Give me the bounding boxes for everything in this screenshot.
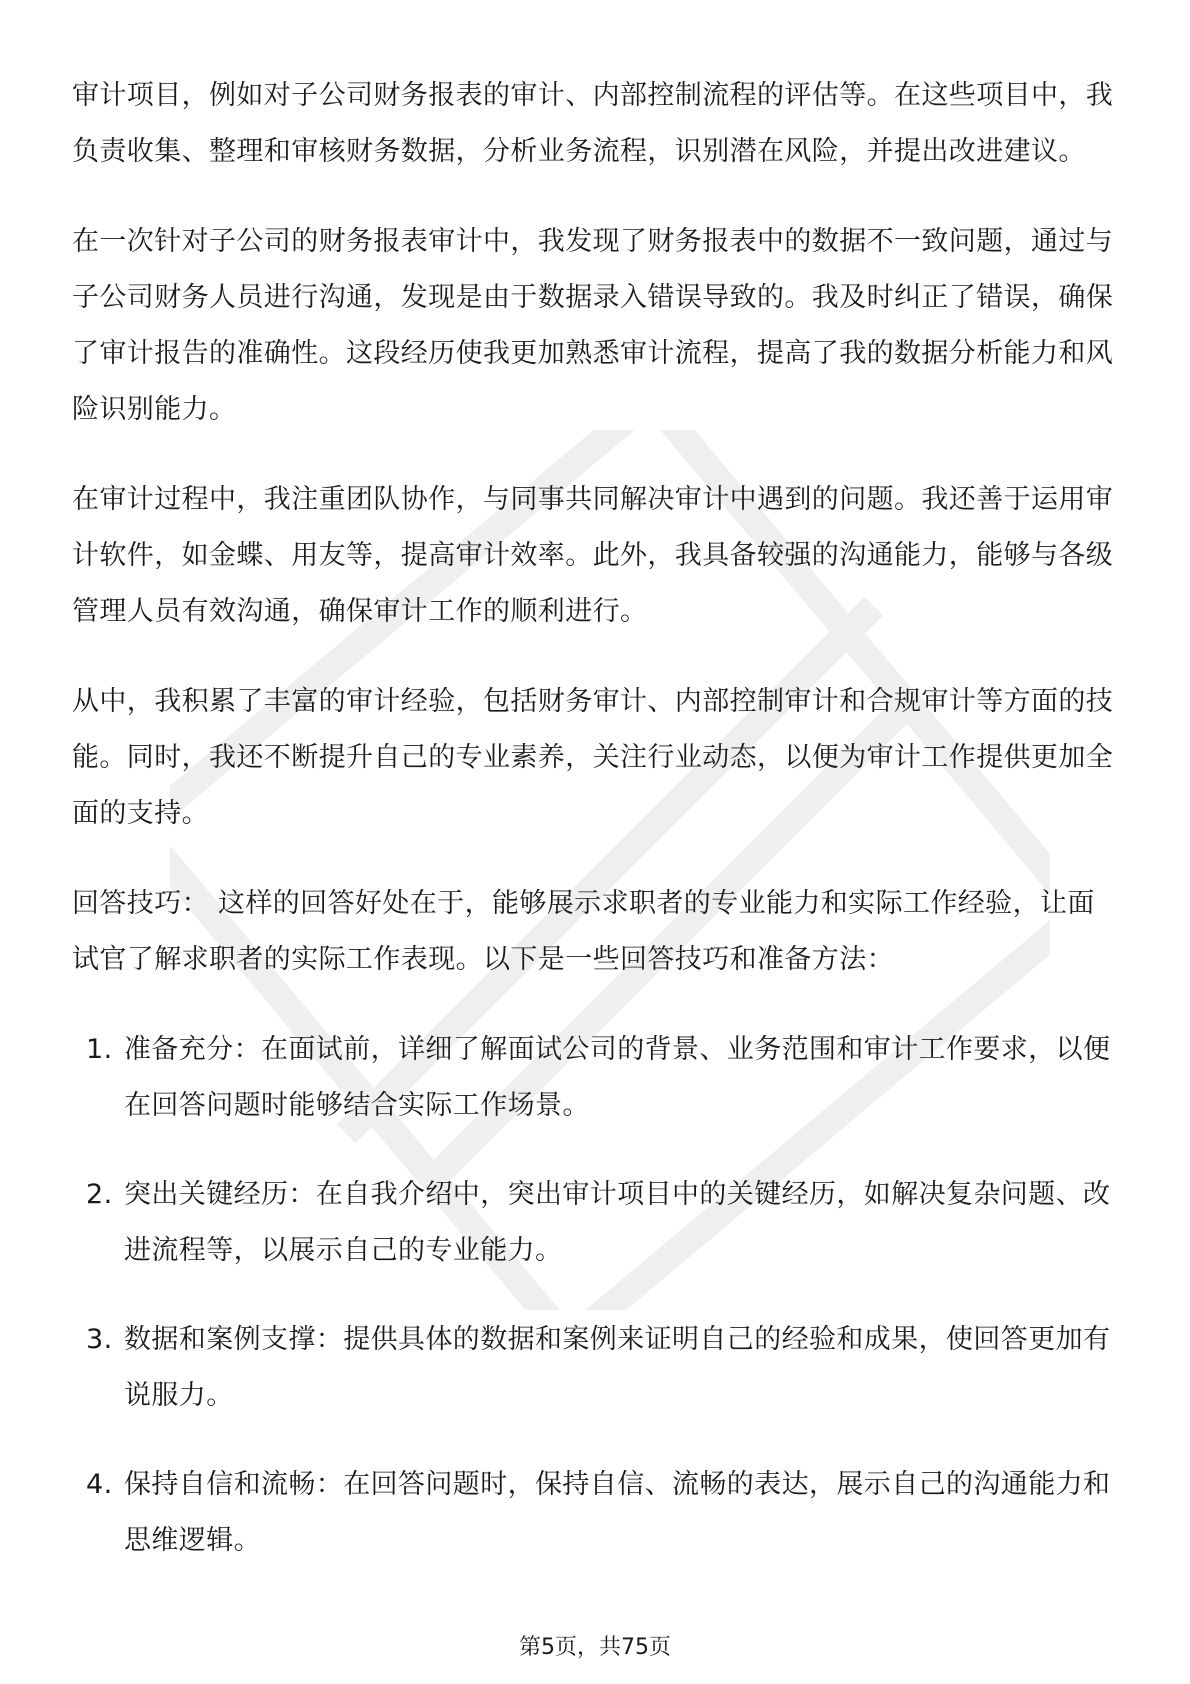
list-item [72,1022,1122,1134]
page-footer: 第5页，共75页 [519,1635,671,1660]
list-number: 4. [86,1469,113,1500]
list-text: 保持自信和流畅：在回答问题时，保持自信、流畅的表达，展示自己的沟通能力和思维逻辑。 [124,1469,1111,1556]
list-number: 1. [86,1034,113,1065]
list-number: 2. [86,1179,113,1210]
list-item [72,1457,1122,1569]
list-text: 数据和案例支撑：提供具体的数据和案例来证明自己的经验和成果，使回答更加有说服力。 [124,1324,1111,1411]
document-body [72,68,1122,1602]
list-text: 准备充分：在面试前，详细了解面试公司的背景、业务范围和审计工作要求，以便在回答问题时能够结合实际工作场景。 [124,1034,1111,1121]
paragraph: 审计项目，例如对子公司财务报表的审计、内部控制流程的评估等。在这些项目中，我负责收集、整理和审核财务数据，分析业务流程，识别潜在风险，并提出改进建议。 [72,80,1114,167]
paragraph: 回答技巧： 这样的回答好处在于，能够展示求职者的专业能力和实际工作经验，让面试官了解求职者的实际工作表现。以下是一些回答技巧和准备方法： [72,888,1095,975]
paragraph: 在一次针对子公司的财务报表审计中，我发现了财务报表中的数据不一致问题，通过与子公司财务人员进行沟通，发现是由于数据录入错误导致的。我及时纠正了错误，确保了审计报告的准确性。这段经历使我更加熟悉审计流程，提高了我的数据分析能力和风险识别能力。 [72,226,1114,425]
list-text: 突出关键经历：在自我介绍中，突出审计项目中的关键经历，如解决复杂问题、改进流程等，以展示自己的专业能力。 [124,1179,1111,1266]
list-item [72,1312,1122,1424]
paragraph: 从中，我积累了丰富的审计经验，包括财务审计、内部控制审计和合规审计等方面的技能。同时，我还不断提升自己的专业素养，关注行业动态，以便为审计工作提供更加全面的支持。 [72,686,1114,829]
list-number: 3. [86,1324,113,1355]
list-item [72,1167,1122,1279]
paragraph: 在审计过程中，我注重团队协作，与同事共同解决审计中遇到的问题。我还善于运用审计软件，如金蝶、用友等，提高审计效率。此外，我具备较强的沟通能力，能够与各级管理人员有效沟通，确保审计工作的顺利进行。 [72,484,1114,627]
tips-list [72,1022,1122,1569]
